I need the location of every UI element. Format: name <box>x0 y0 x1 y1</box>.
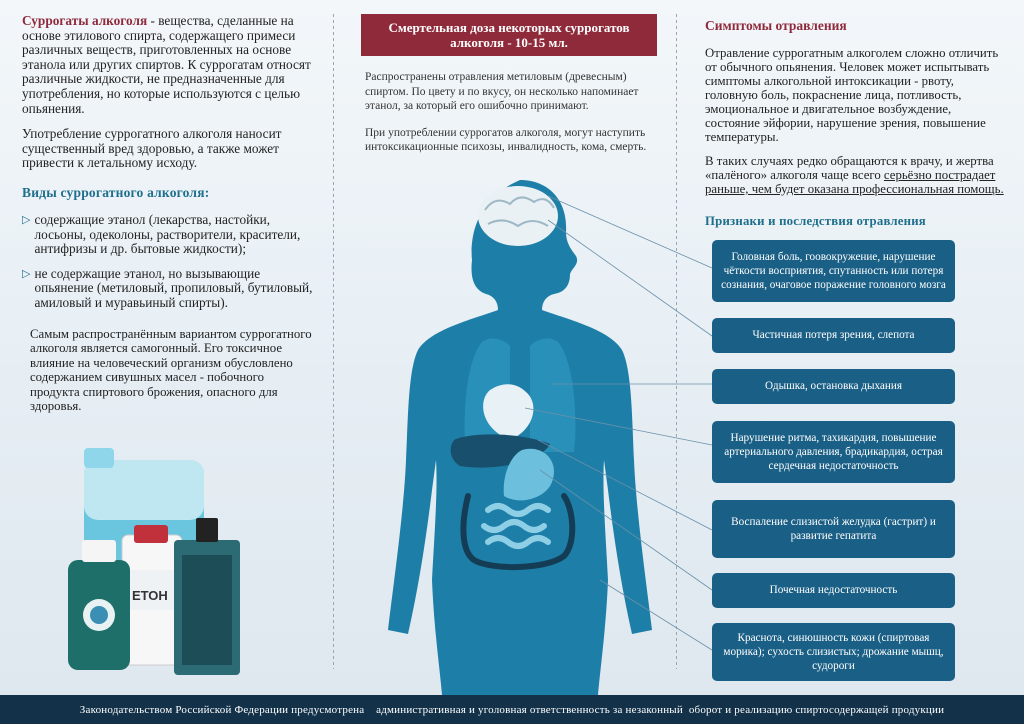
symptoms-heading: Симптомы отравления <box>705 18 847 33</box>
methanol-paragraph: Распространены отравления метиловым (древесным) спиртом. По цвету и по вкусу, он несколько напоминает этанол, за который его ошибочно принимают. <box>365 71 639 112</box>
harm-paragraph: Употребление суррогатного алкоголя наносит существенный вред здоровью, а также может привести к летальному исходу. <box>22 126 282 171</box>
consequences-paragraph: При употреблении суррогатов алкоголя, могут наступить интоксикационные психозы, инвалидность, кома, смерть. <box>365 126 647 153</box>
footer-text: Законодательством Российской Федерации предусмотрена административная и уголовная ответственность за незаконный оборот и реализацию спиртосодержащей продукции <box>79 703 945 716</box>
symptoms-paragraph: Отравление суррогатным алкоголем сложно отличить от обычного опьянения. Человек может испытывать симптомы алкогольной интоксикации - рвоту, головную боль, покраснение лица, потливость, эмоциональное и двигательное возбуждение, состояние эйфории, нарушение зрения, повышение температуры. <box>705 46 999 144</box>
intro-text: - вещества, сделанные на основе этилового спирта, содержащего примеси различных веществ, приготовленных на основе этанола или других спиртов. К суррогатам относят различные жидкости, не предназначенные для употребления, но которые используются с целью опьянения. <box>22 13 311 116</box>
triangle-bullet-icon: ▷ <box>22 213 31 226</box>
doctor-text-a: В таких случаях редко обращаются к врачу, и жертва «палёного» алкоголя чаще всего <box>705 154 994 182</box>
footer-bar <box>0 695 1024 724</box>
sign-box-stomach: Воспаление слизистой желудка (гастрит) и развитие гепатита <box>712 500 955 558</box>
doctor-paragraph <box>705 154 1005 196</box>
sign-box-kidney: Почечная недостаточность <box>712 573 955 608</box>
sign-box-breathing: Одышка, остановка дыхания <box>712 369 955 404</box>
sign-box-vision: Частичная потеря зрения, слепота <box>712 318 955 353</box>
bottle-label: ЕТОН <box>132 588 168 603</box>
triangle-bullet-icon: ▷ <box>22 267 31 280</box>
sign-box-skin: Краснота, синюшность кожи (спиртовая морика); сухость слизистых; дрожание мышц, судороги <box>712 623 955 681</box>
lethal-dose-banner: Смертельная доза некоторых суррогатов алкоголя - 10-15 мл. <box>361 14 657 56</box>
intro-term: Суррогаты алкоголя <box>22 13 148 28</box>
signs-heading: Признаки и последствия отравления <box>705 214 926 228</box>
doctor-text-underlined: серьёзно пострадает раньше, чем будет оказана профессиональная помощь. <box>705 168 1004 196</box>
type-item-2-text: не содержащие этанол, но вызывающие опьянение (метиловый, пропиловый, бутиловый, амиловый и муравьиный спирты). <box>34 265 313 310</box>
sign-box-heart: Нарушение ритма, тахикардия, повышение артериального давления, брадикардия, острая сердечная недостаточность <box>712 421 955 483</box>
types-heading: Виды суррогатного алкоголя: <box>22 184 210 200</box>
sign-box-brain: Головная боль, гоовокружение, нарушение чёткости восприятия, спутанность или потеря сознания, очаговое поражение головного мозга <box>712 240 955 302</box>
common-paragraph: Самым распространённым вариантом суррогатного алкоголя является самогонный. Его токсичное влияние на человеческий организм обусловлено содержанием сивушных масел - побочного продукта спиртового брожения, опасного для здоровья. <box>30 326 312 414</box>
right-column <box>705 14 1005 229</box>
type-item-1-text: содержащие этанол (лекарства, настойки, лосьоны, одеколоны, растворители, красители, антифризы и др. бытовые жидкости); <box>34 211 301 257</box>
